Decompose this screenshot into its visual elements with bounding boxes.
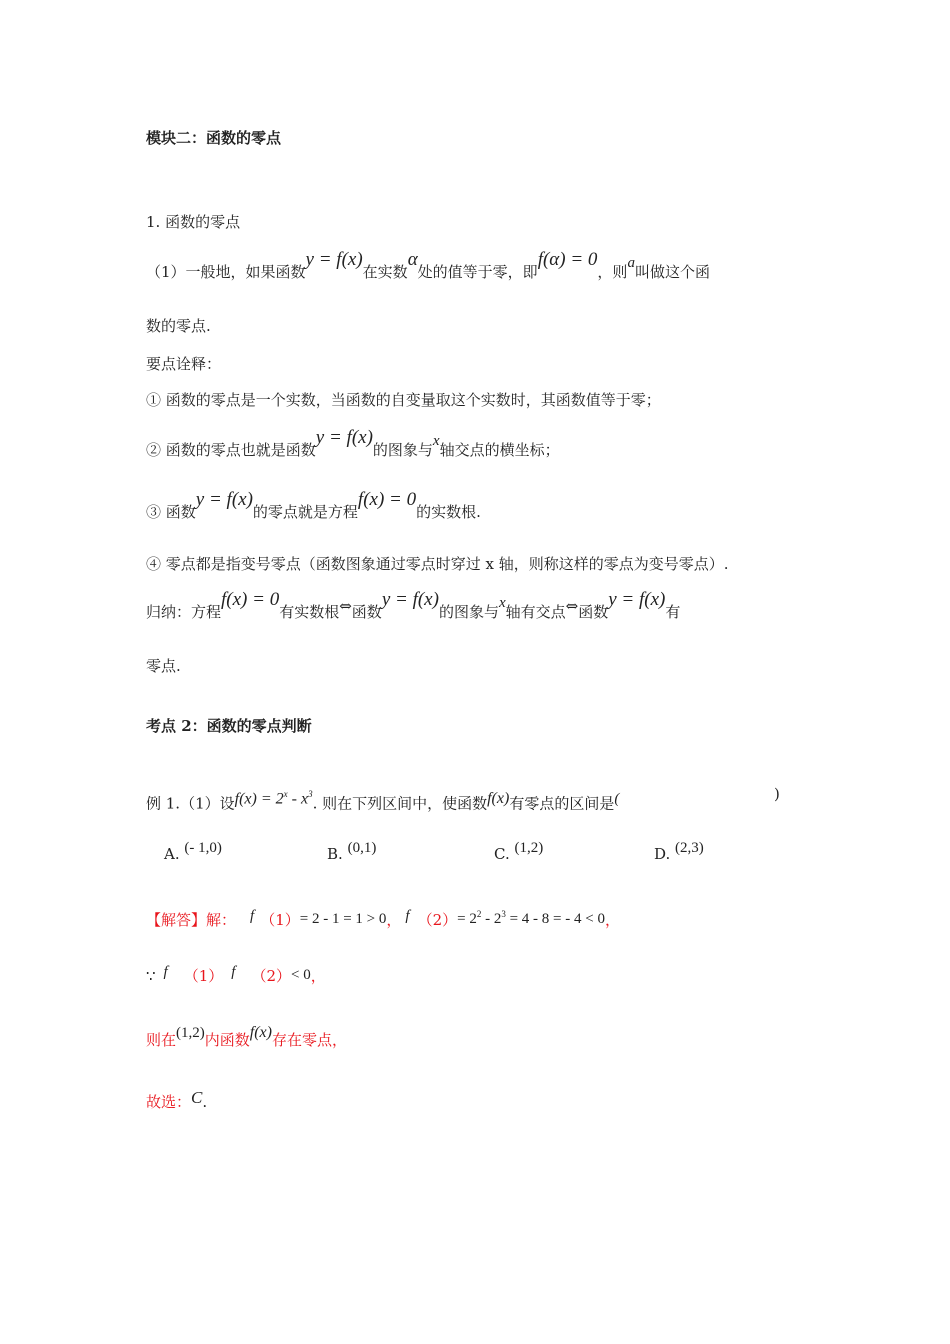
math-expression: = $2^2 - 2^3 = 4 - 8$ = - 4 < 0 [457, 909, 605, 927]
text: 归纳：方程 [146, 603, 222, 621]
option-label: D. [654, 845, 671, 863]
text: . 则在下列区间中，使函数 [312, 794, 488, 813]
iff-icon: ⇔ [339, 597, 352, 615]
paren-close: ) [774, 785, 780, 803]
math-expression: = 2 - 1 = 1 > 0 [299, 911, 387, 927]
text: 的实数根. [416, 503, 481, 521]
summary-paragraph [146, 589, 681, 623]
text: 解： [206, 911, 237, 929]
summary-continuation: 零点. [146, 657, 181, 675]
text: 例 1.（1）设 [146, 794, 235, 813]
text: ③ 函数 [146, 503, 196, 521]
math-expression: y = f(x) [305, 249, 363, 270]
text: 处的值等于零，即 [417, 263, 538, 281]
math-f: f [231, 964, 236, 980]
math-x: x [498, 595, 506, 611]
text: 轴有交点 [505, 603, 566, 621]
text: 内函数 [204, 1031, 250, 1049]
text: 轴交点的横坐标； [439, 441, 560, 459]
text: 有零点的区间是 [509, 794, 615, 813]
definition-paragraph [146, 249, 710, 283]
math-f: f [250, 908, 255, 924]
option-value: (2,3) [675, 840, 704, 856]
text: 则在 [146, 1031, 177, 1049]
option-value: (1,2) [514, 840, 544, 856]
text: 有实数根 [279, 603, 340, 621]
option-label: B. [327, 845, 343, 863]
option-d [654, 840, 704, 865]
math-alpha: α [407, 249, 418, 270]
option-a [164, 840, 222, 865]
math-answer: C [191, 1088, 203, 1107]
text: ， [310, 967, 326, 985]
text: ， [386, 911, 402, 929]
math-a: a [627, 255, 635, 271]
option-c [494, 840, 544, 865]
module-title: 模块二：函数的零点 [146, 129, 282, 147]
math-expression: y = f(x) [381, 589, 439, 610]
text: 叫做这个函 [634, 263, 710, 281]
math-f: f [405, 908, 410, 924]
text: 的图象与 [438, 603, 499, 621]
text: （1） [183, 967, 224, 985]
text: （1）一般地，如果函数 [146, 263, 306, 281]
text: 的图象与 [372, 441, 433, 459]
math-expression: y = f(x) [195, 489, 253, 510]
math-expression: f(x) = 0 [221, 589, 280, 610]
math-expression: f(x) [487, 790, 510, 808]
iff-icon: ⇔ [565, 597, 579, 615]
math-expression: f(α) = 0 [537, 249, 598, 270]
text: ， [604, 911, 620, 929]
text: 存在零点， [271, 1031, 347, 1049]
math-x: x [432, 433, 440, 449]
key-point-4: ④ 零点都是指变号零点（函数图象通过零点时穿过 x 轴，则称这样的零点为变号零点）. [146, 555, 729, 573]
option-label: A. [164, 845, 180, 863]
math-expression: y = f(x) [608, 589, 666, 610]
since-line [146, 966, 326, 987]
option-value: (- 1,0) [184, 840, 222, 856]
solution-line [146, 906, 620, 931]
because-icon: ∵ [146, 967, 156, 985]
topic-heading: 考点 2：函数的零点判断 [146, 717, 312, 735]
conclusion-line [146, 1024, 347, 1051]
math-expression: f(x) [249, 1024, 272, 1041]
answer-line [146, 1088, 208, 1112]
text: （2） [251, 967, 291, 985]
option-label: C. [494, 845, 510, 863]
solution-tag: 【解答】 [146, 911, 207, 929]
text: 有 [665, 603, 681, 621]
math-expression: f(x) = 0 [357, 489, 417, 510]
section-heading: 1. 函数的零点 [146, 213, 241, 231]
math-expression: $f(x) = 2^x - x^3$ [234, 789, 313, 808]
math-interval: (1,2) [176, 1025, 205, 1041]
definition-continuation: 数的零点. [146, 317, 211, 335]
text: 函数 [351, 603, 382, 621]
option-b [327, 840, 377, 865]
key-point-2 [146, 427, 560, 461]
text: 故选： [146, 1093, 192, 1111]
math-f: f [163, 964, 168, 980]
text: 函数 [578, 603, 609, 621]
text: . [202, 1093, 208, 1111]
option-value: (0,1) [347, 840, 377, 856]
text: 的零点就是方程 [252, 503, 358, 521]
text: （1） [260, 911, 300, 929]
key-point-1: ① 函数的零点是一个实数，当函数的自变量取这个实数时，其函数值等于零； [146, 391, 661, 409]
paren-open: ( [614, 791, 620, 808]
math-expression: y = f(x) [315, 427, 373, 448]
text: ，则 [597, 263, 628, 281]
example-question [146, 789, 619, 814]
key-points-heading: 要点诠释： [146, 355, 222, 373]
math-expression: < 0 [290, 967, 311, 983]
text: 在实数 [362, 263, 408, 281]
text: （2） [417, 911, 458, 929]
text: ② 函数的零点也就是函数 [146, 441, 316, 459]
key-point-3 [146, 489, 481, 522]
